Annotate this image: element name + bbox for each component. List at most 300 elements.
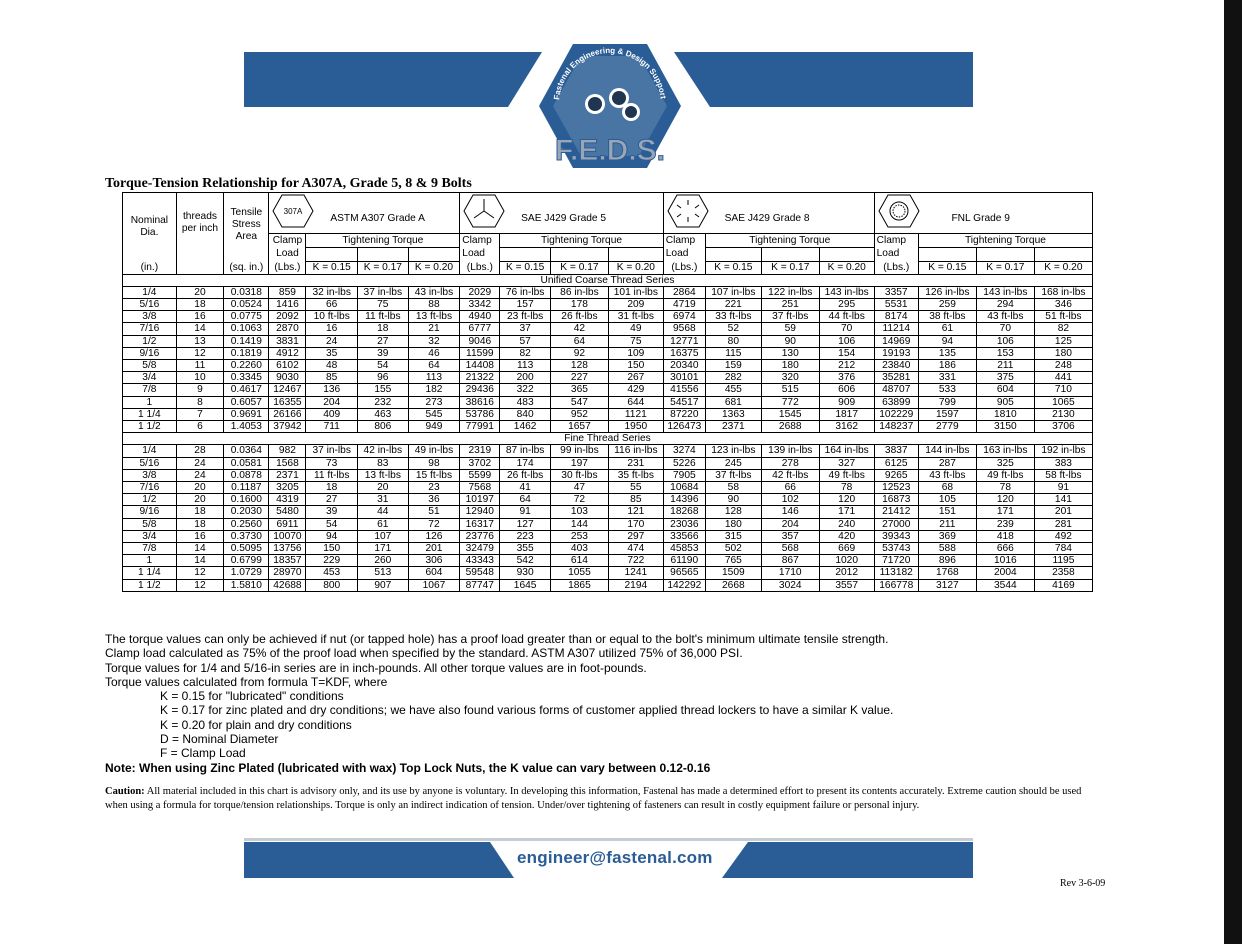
table-cell: 11 ft-lbs	[306, 469, 358, 481]
table-cell: 2092	[269, 311, 306, 323]
table-cell: 0.1600	[224, 494, 269, 506]
table-cell: 35	[306, 347, 358, 359]
table-cell: 186	[918, 359, 976, 371]
table-cell: 32479	[460, 542, 500, 554]
table-cell: 604	[408, 567, 460, 579]
table-cell: 102229	[874, 408, 918, 420]
table-cell: 3544	[976, 579, 1034, 591]
grade-5-label: SAE J429 Grade 5	[521, 213, 607, 225]
table-cell: 10070	[269, 530, 306, 542]
table-cell: 474	[608, 542, 663, 554]
table-cell: 46	[408, 347, 460, 359]
table-cell: 20	[176, 494, 223, 506]
table-cell: 154	[819, 347, 874, 359]
table-cell: 135	[918, 347, 976, 359]
table-cell: 5226	[663, 457, 705, 469]
table-cell: 105	[918, 494, 976, 506]
table-cell: 80	[705, 335, 761, 347]
fine-series-title: Fine Thread Series	[123, 433, 1093, 445]
table-cell: 151	[918, 506, 976, 518]
table-cell: 48707	[874, 384, 918, 396]
table-cell: 409	[306, 408, 358, 420]
table-cell: 1065	[1034, 396, 1092, 408]
table-cell: 905	[976, 396, 1034, 408]
table-cell: 82	[500, 347, 551, 359]
table-cell: 295	[819, 298, 874, 310]
table-cell: 7568	[460, 481, 500, 493]
note-line: Torque values calculated from formula T=KDF, where	[105, 674, 388, 689]
table-cell: 6911	[269, 518, 306, 530]
table-row	[123, 311, 1093, 323]
table-cell: 5/16	[123, 298, 177, 310]
table-cell: 369	[918, 530, 976, 542]
table-cell: 0.0878	[224, 469, 269, 481]
table-cell: 1241	[608, 567, 663, 579]
table-cell: 799	[918, 396, 976, 408]
table-cell: 10197	[460, 494, 500, 506]
table-cell: 429	[608, 384, 663, 396]
notes-block	[105, 632, 893, 775]
table-cell: 239	[976, 518, 1034, 530]
table-cell: 2130	[1034, 408, 1092, 420]
caution-label: Caution:	[105, 786, 145, 797]
table-cell: 859	[269, 286, 306, 298]
k017-g8: K = 0.17	[761, 262, 819, 275]
table-cell: 907	[358, 579, 409, 591]
table-cell: 221	[705, 298, 761, 310]
table-cell: 19193	[874, 347, 918, 359]
table-cell: 141	[1034, 494, 1092, 506]
table-cell: 59	[761, 323, 819, 335]
table-cell: 1597	[918, 408, 976, 420]
table-cell: 171	[976, 506, 1034, 518]
table-cell: 18	[176, 506, 223, 518]
k017-g5: K = 0.17	[550, 262, 608, 275]
grade-a307-header	[269, 193, 460, 234]
table-cell: 212	[819, 359, 874, 371]
table-cell: 3/4	[123, 372, 177, 384]
table-cell: 20	[358, 481, 409, 493]
table-cell: 125	[1034, 335, 1092, 347]
table-cell: 420	[819, 530, 874, 542]
table-cell: 1/2	[123, 494, 177, 506]
unit-lbs-g5: (Lbs.)	[460, 262, 500, 275]
table-cell: 16	[176, 530, 223, 542]
table-cell: 148237	[874, 420, 918, 432]
table-cell: 223	[500, 530, 551, 542]
table-cell: 1.4053	[224, 420, 269, 432]
table-cell: 47	[550, 481, 608, 493]
table-cell: 91	[500, 506, 551, 518]
table-cell: 126473	[663, 420, 705, 432]
formula-item: K = 0.15 for "lubricated" conditions	[160, 689, 344, 704]
table-cell: 3150	[976, 420, 1034, 432]
table-cell: 36	[408, 494, 460, 506]
table-cell: 1/2	[123, 335, 177, 347]
table-cell: 13 ft-lbs	[358, 469, 409, 481]
fnl-grade-9-head-icon	[877, 193, 921, 232]
table-row	[123, 555, 1093, 567]
table-cell: 2012	[819, 567, 874, 579]
feds-logo	[537, 42, 683, 170]
table-cell: 0.2030	[224, 506, 269, 518]
table-cell: 144 in-lbs	[918, 445, 976, 457]
table-cell: 12940	[460, 506, 500, 518]
table-cell: 7/16	[123, 323, 177, 335]
table-cell: 1/4	[123, 445, 177, 457]
table-cell: 2668	[705, 579, 761, 591]
table-cell: 182	[408, 384, 460, 396]
table-cell: 106	[976, 335, 1034, 347]
table-cell: 3342	[460, 298, 500, 310]
table-cell: 54517	[663, 396, 705, 408]
table-cell: 513	[358, 567, 409, 579]
table-cell: 229	[306, 555, 358, 567]
revision-label: Rev 3-6-09	[1060, 878, 1106, 889]
table-cell: 14	[176, 542, 223, 554]
table-cell: 3/8	[123, 311, 177, 323]
table-cell: 355	[500, 542, 551, 554]
table-cell: 1 1/4	[123, 408, 177, 420]
table-cell: 128	[550, 359, 608, 371]
table-cell: 7/16	[123, 481, 177, 493]
note-line: Clamp load calculated as 75% of the proof load when specified by the standard. ASTM A307 utilized 75% of 36,000 PSI.	[105, 646, 743, 661]
table-cell: 43 ft-lbs	[918, 469, 976, 481]
table-cell: 146	[761, 506, 819, 518]
table-cell: 12	[176, 579, 223, 591]
table-cell: 325	[976, 457, 1034, 469]
table-cell: 180	[705, 518, 761, 530]
table-cell: 174	[500, 457, 551, 469]
header-tensile: Tensile Stress Area	[224, 193, 269, 262]
table-cell: 38 ft-lbs	[918, 311, 976, 323]
tightening-torque-header-a307: Tightening Torque	[306, 234, 460, 248]
table-cell: 98	[408, 457, 460, 469]
table-cell: 3/8	[123, 469, 177, 481]
grade-8-label: SAE J429 Grade 8	[724, 213, 810, 225]
formula-item: F = Clamp Load	[160, 746, 246, 761]
table-cell: 53743	[874, 542, 918, 554]
table-cell: 3205	[269, 481, 306, 493]
table-cell: 6102	[269, 359, 306, 371]
table-cell: 0.0318	[224, 286, 269, 298]
table-cell: 12	[176, 567, 223, 579]
grade-5-head-icon	[462, 193, 506, 232]
table-cell: 16317	[460, 518, 500, 530]
grade-a307-label: ASTM A307 Grade A	[330, 213, 425, 225]
table-cell: 30101	[663, 372, 705, 384]
table-cell: 13	[176, 335, 223, 347]
table-cell: 418	[976, 530, 1034, 542]
table-cell: 2864	[663, 286, 705, 298]
table-cell: 1.5810	[224, 579, 269, 591]
table-cell: 12467	[269, 384, 306, 396]
table-cell: 59548	[460, 567, 500, 579]
table-row	[123, 372, 1093, 384]
table-cell: 1020	[819, 555, 874, 567]
table-cell: 26 ft-lbs	[550, 311, 608, 323]
table-cell: 180	[761, 359, 819, 371]
table-cell: 9/16	[123, 347, 177, 359]
unit-lbs-a307: (Lbs.)	[269, 262, 306, 275]
table-cell: 130	[761, 347, 819, 359]
table-cell: 1865	[550, 579, 608, 591]
table-cell: 143 in-lbs	[819, 286, 874, 298]
table-cell: 4912	[269, 347, 306, 359]
table-cell: 107 in-lbs	[705, 286, 761, 298]
table-cell: 27	[358, 335, 409, 347]
table-cell: 24	[176, 457, 223, 469]
table-cell: 42	[550, 323, 608, 335]
logo-arc-text: Fastenal Engineering & Design Support	[552, 45, 668, 101]
table-cell: 86 in-lbs	[550, 286, 608, 298]
table-cell: 58 ft-lbs	[1034, 469, 1092, 481]
table-cell: 453	[306, 567, 358, 579]
table-cell: 1	[123, 396, 177, 408]
table-cell: 644	[608, 396, 663, 408]
table-cell: 11	[176, 359, 223, 371]
table-cell: 170	[608, 518, 663, 530]
table-cell: 5/8	[123, 359, 177, 371]
table-cell: 18	[358, 323, 409, 335]
table-cell: 0.0364	[224, 445, 269, 457]
table-cell: 20	[176, 286, 223, 298]
table-cell: 294	[976, 298, 1034, 310]
table-cell: 260	[358, 555, 409, 567]
table-row	[123, 298, 1093, 310]
table-row	[123, 530, 1093, 542]
table-cell: 8174	[874, 311, 918, 323]
table-cell: 896	[918, 555, 976, 567]
header-threads: threads per inch	[176, 193, 223, 262]
table-cell: 14408	[460, 359, 500, 371]
table-cell: 57	[500, 335, 551, 347]
table-cell: 0.9691	[224, 408, 269, 420]
table-cell: 0.0775	[224, 311, 269, 323]
table-cell: 0.1187	[224, 481, 269, 493]
table-cell: 68	[918, 481, 976, 493]
table-cell: 90	[761, 335, 819, 347]
table-cell: 109	[608, 347, 663, 359]
table-cell: 1055	[550, 567, 608, 579]
table-cell: 604	[976, 384, 1034, 396]
table-cell: 102	[761, 494, 819, 506]
table-cell: 42 in-lbs	[358, 445, 409, 457]
table-cell: 2688	[761, 420, 819, 432]
table-cell: 231	[608, 457, 663, 469]
table-cell: 16375	[663, 347, 705, 359]
table-cell: 103	[550, 506, 608, 518]
table-cell: 11599	[460, 347, 500, 359]
table-cell: 61	[358, 518, 409, 530]
table-cell: 0.4617	[224, 384, 269, 396]
table-cell: 463	[358, 408, 409, 420]
table-cell: 669	[819, 542, 874, 554]
table-cell: 96	[358, 372, 409, 384]
table-cell: 37 ft-lbs	[761, 311, 819, 323]
table-cell: 72	[550, 494, 608, 506]
table-cell: 150	[306, 542, 358, 554]
table-cell: 128	[705, 506, 761, 518]
table-cell: 48	[306, 359, 358, 371]
table-cell: 61	[918, 323, 976, 335]
table-cell: 1568	[269, 457, 306, 469]
table-cell: 16355	[269, 396, 306, 408]
table-cell: 2319	[460, 445, 500, 457]
table-cell: 87747	[460, 579, 500, 591]
table-cell: 18	[176, 298, 223, 310]
table-cell: 383	[1034, 457, 1092, 469]
table-cell: 483	[500, 396, 551, 408]
table-cell: 44 ft-lbs	[819, 311, 874, 323]
table-cell: 61190	[663, 555, 705, 567]
table-cell: 211	[918, 518, 976, 530]
table-cell: 126 in-lbs	[918, 286, 976, 298]
table-cell: 2029	[460, 286, 500, 298]
table-cell: 6974	[663, 311, 705, 323]
table-cell: 1810	[976, 408, 1034, 420]
table-cell: 5480	[269, 506, 306, 518]
table-cell: 150	[608, 359, 663, 371]
table-cell: 192 in-lbs	[1034, 445, 1092, 457]
table-cell: 12771	[663, 335, 705, 347]
table-cell: 113	[500, 359, 551, 371]
table-cell: 171	[358, 542, 409, 554]
table-cell: 168 in-lbs	[1034, 286, 1092, 298]
table-cell: 245	[705, 457, 761, 469]
table-row	[123, 457, 1093, 469]
table-cell: 45853	[663, 542, 705, 554]
table-row	[123, 396, 1093, 408]
table-cell: 7/8	[123, 384, 177, 396]
table-cell: 20	[176, 481, 223, 493]
table-cell: 178	[550, 298, 608, 310]
table-cell: 0.2560	[224, 518, 269, 530]
table-cell: 711	[306, 420, 358, 432]
table-cell: 1416	[269, 298, 306, 310]
table-cell: 209	[608, 298, 663, 310]
table-cell: 722	[608, 555, 663, 567]
table-cell: 3357	[874, 286, 918, 298]
table-cell: 315	[705, 530, 761, 542]
table-row	[123, 481, 1093, 493]
table-cell: 70	[976, 323, 1034, 335]
table-cell: 2194	[608, 579, 663, 591]
table-cell: 9046	[460, 335, 500, 347]
table-cell: 784	[1034, 542, 1092, 554]
table-cell: 51	[408, 506, 460, 518]
table-cell: 251	[761, 298, 819, 310]
table-cell: 35 ft-lbs	[608, 469, 663, 481]
table-cell: 4319	[269, 494, 306, 506]
table-cell: 5531	[874, 298, 918, 310]
table-cell: 18	[176, 518, 223, 530]
table-cell: 1.0729	[224, 567, 269, 579]
table-cell: 58	[705, 481, 761, 493]
table-cell: 180	[1034, 347, 1092, 359]
table-cell: 23036	[663, 518, 705, 530]
table-cell: 867	[761, 555, 819, 567]
table-cell: 201	[408, 542, 460, 554]
grade-8-header	[663, 193, 874, 234]
table-cell: 346	[1034, 298, 1092, 310]
table-cell: 0.2260	[224, 359, 269, 371]
table-cell: 16	[306, 323, 358, 335]
k020-a307: K = 0.20	[408, 262, 460, 275]
logo-wordmark: F.E.D.S.	[554, 134, 666, 167]
table-cell: 376	[819, 372, 874, 384]
table-cell: 28970	[269, 567, 306, 579]
table-cell: 542	[500, 555, 551, 567]
table-cell: 120	[819, 494, 874, 506]
table-cell: 37	[500, 323, 551, 335]
bold-note: Note: When using Zinc Plated (lubricated with wax) Top Lock Nuts, the K value can vary between 0.12-0.16	[105, 760, 711, 775]
table-cell: 278	[761, 457, 819, 469]
table-cell: 11214	[874, 323, 918, 335]
table-cell: 23840	[874, 359, 918, 371]
table-cell: 0.1063	[224, 323, 269, 335]
table-cell: 33566	[663, 530, 705, 542]
table-cell: 492	[1034, 530, 1092, 542]
table-cell: 515	[761, 384, 819, 396]
table-cell: 982	[269, 445, 306, 457]
note-line: Torque values for 1/4 and 5/16-in series are in inch-pounds. All other torque values are in foot-pounds.	[105, 660, 647, 675]
table-cell: 1016	[976, 555, 1034, 567]
table-cell: 248	[1034, 359, 1092, 371]
table-cell: 306	[408, 555, 460, 567]
table-cell: 0.3345	[224, 372, 269, 384]
table-cell: 85	[608, 494, 663, 506]
unit-lbs-g9: (Lbs.)	[874, 262, 918, 275]
table-cell: 120	[976, 494, 1034, 506]
formula-item: K = 0.17 for zinc plated and dry conditions; we have also found various forms of customer applied thread lockers to have a similar K value.	[160, 703, 894, 718]
table-cell: 3706	[1034, 420, 1092, 432]
table-cell: 455	[705, 384, 761, 396]
table-cell: 77991	[460, 420, 500, 432]
table-cell: 37 in-lbs	[358, 286, 409, 298]
table-cell: 3/4	[123, 530, 177, 542]
table-cell: 39	[358, 347, 409, 359]
table-cell: 806	[358, 420, 409, 432]
contact-email-link[interactable]: engineer@fastenal.com	[517, 848, 713, 867]
table-row	[123, 469, 1093, 481]
table-cell: 502	[705, 542, 761, 554]
table-cell: 64	[500, 494, 551, 506]
table-cell: 3557	[819, 579, 874, 591]
table-cell: 331	[918, 372, 976, 384]
table-cell: 4169	[1034, 579, 1092, 591]
table-cell: 41556	[663, 384, 705, 396]
table-row	[123, 420, 1093, 432]
table-cell: 14	[176, 323, 223, 335]
table-cell: 23776	[460, 530, 500, 542]
table-cell: 164 in-lbs	[819, 445, 874, 457]
table-cell: 0.3730	[224, 530, 269, 542]
table-row	[123, 542, 1093, 554]
table-cell: 90	[705, 494, 761, 506]
table-cell: 200	[500, 372, 551, 384]
table-row	[123, 347, 1093, 359]
grade-8-head-icon	[666, 193, 710, 232]
table-cell: 64	[408, 359, 460, 371]
table-cell: 64	[550, 335, 608, 347]
table-cell: 122 in-lbs	[761, 286, 819, 298]
table-cell: 273	[408, 396, 460, 408]
table-cell: 82	[1034, 323, 1092, 335]
table-cell: 49 ft-lbs	[819, 469, 874, 481]
table-cell: 66	[306, 298, 358, 310]
table-cell: 14396	[663, 494, 705, 506]
